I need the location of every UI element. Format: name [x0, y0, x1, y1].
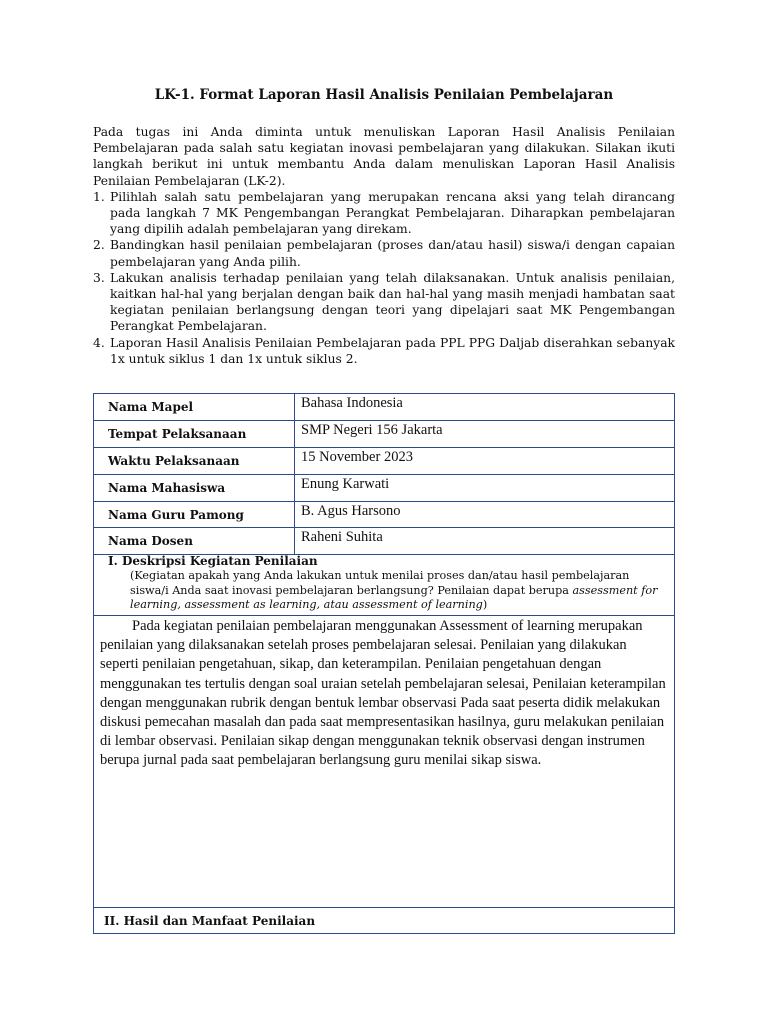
table-row [94, 501, 675, 528]
step-item [93, 237, 675, 269]
value-nama-mahasiswa: Enung Karwati [295, 474, 675, 501]
value-nama-mapel: Bahasa Indonesia [295, 394, 675, 421]
section-1-note-end: ) [482, 598, 488, 612]
step-text: Pilihlah salah satu pembelajaran yang merupakan rencana aksi yang telah dirancang pada langkah 7 MK Pengembangan Perangkat Pembelajaran. Diharapkan pembelajaran yang dipilih adalah pembelajaran yang direkam. [110, 189, 675, 237]
step-item [93, 335, 675, 367]
step-text: Bandingkan hasil penilaian pembelajaran (proses dan/atau hasil) siswa/i dengan capaian pembelajaran yang Anda pilih. [110, 238, 675, 269]
step-number: 3. [93, 270, 105, 285]
section-1-note-italic: assessment for learning, assessment as learning, atau assessment of learning [130, 583, 658, 612]
label-tempat-pelaksanaan: Tempat Pelaksanaan [94, 420, 295, 447]
table-row [94, 394, 675, 421]
section-1-body: Pada kegiatan penilaian pembelajaran menggunakan Assessment of learning merupakan penilaian yang dilaksanakan setelah proses pembelajaran selesai. Penilaian yang dilakukan seperti penilaian pengetahuan, sikap, dan keterampilan. Penilaian pengetahuan dengan menggunakan tes tertulis dengan soal uraian setelah pembelajaran selesai, Penilaian keterampilan dengan menggunakan rubrik dengan bentuk lembar observasi Pada saat peserta didik melakukan diskusi pemecahan masalah dan pada saat mempresentasikan hasilnya, guru melakukan penilaian di lembar observasi. Penilaian sikap dengan menggunakan teknik observasi dengan instrumen berupa jurnal pada saat pembelajaran berlangsung guru menilai sikap siswa. [100, 618, 666, 769]
section-1-heading: I. Deskripsi Kegiatan Penilaian [108, 554, 318, 568]
step-number: 2. [93, 238, 105, 253]
table-row [94, 420, 675, 447]
step-number: 4. [93, 335, 105, 350]
section-2-box [93, 907, 675, 934]
instructions [93, 124, 675, 367]
section-2-heading: II. Hasil dan Manfaat Penilaian [104, 914, 316, 928]
step-text: Laporan Hasil Analisis Penilaian Pembelajaran pada PPL PPG Daljab diserahkan sebanyak 1x untuk siklus 1 dan 1x untuk siklus 2. [110, 335, 675, 366]
step-number: 1. [93, 189, 105, 204]
intro-paragraph: Pada tugas ini Anda diminta untuk menuliskan Laporan Hasil Analisis Penilaian Pembelajaran pada salah satu kegiatan inovasi pembelajaran yang dilakukan. Silakan ikuti langkah berikut ini untuk membantu Anda dalam menuliskan Laporan Hasil Analisis Penilaian Pembelajaran (LK-2). [93, 125, 675, 188]
label-nama-mapel: Nama Mapel [94, 394, 295, 421]
step-text: Lakukan analisis terhadap penilaian yang telah dilaksanakan. Untuk analisis penilaian, kaitkan hal-hal yang berjalan dengan baik dan hal-hal yang masih menjadi hambatan saat kegiatan penilaian berlangsung dengan teori yang dipelajari saat MK Pengembangan Perangkat Pembelajaran. [110, 270, 675, 334]
step-item [93, 189, 675, 238]
value-nama-dosen: Raheni Suhita [295, 528, 675, 555]
document-title: LK-1. Format Laporan Hasil Analisis Penilaian Pembelajaran [154, 87, 614, 103]
step-item [93, 270, 675, 335]
section-1-body-box [93, 615, 675, 908]
value-tempat-pelaksanaan: SMP Negeri 156 Jakarta [295, 420, 675, 447]
section-1-header-box [93, 548, 675, 616]
label-nama-mahasiswa: Nama Mahasiswa [94, 474, 295, 501]
value-nama-guru-pamong: B. Agus Harsono [295, 501, 675, 528]
info-table [93, 393, 675, 555]
section-1-note [130, 569, 670, 613]
table-row [94, 474, 675, 501]
value-waktu-pelaksanaan: 15 November 2023 [295, 447, 675, 474]
label-waktu-pelaksanaan: Waktu Pelaksanaan [94, 447, 295, 474]
label-nama-guru-pamong: Nama Guru Pamong [94, 501, 295, 528]
label-nama-dosen: Nama Dosen [94, 528, 295, 555]
steps-list [93, 189, 675, 367]
section-1-note-text: (Kegiatan apakah yang Anda lakukan untuk menilai proses dan/atau hasil pembelajaran siswa/i Anda saat inovasi pembelajaran berlangsung? Penilaian dapat berupa [130, 569, 630, 597]
table-row [94, 447, 675, 474]
